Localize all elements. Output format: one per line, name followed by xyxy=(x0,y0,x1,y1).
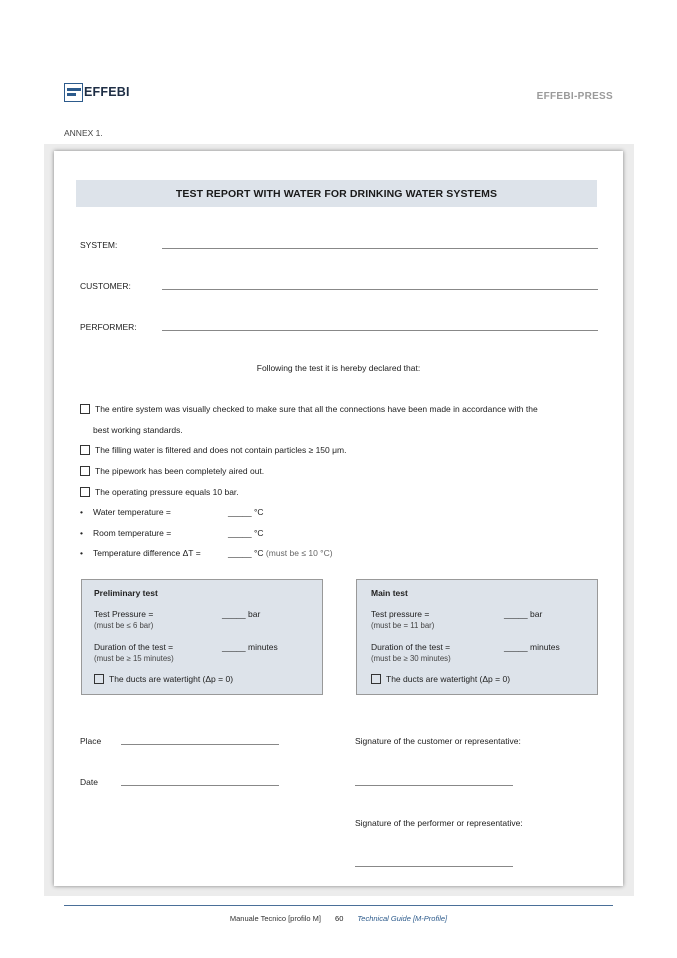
form-title-bar xyxy=(76,180,597,207)
main-pressure-note: (must be = 11 bar) xyxy=(371,621,435,630)
check-visual[interactable] xyxy=(80,404,538,414)
prelim-pressure-label: Test Pressure = xyxy=(94,609,154,619)
temp-diff-label: Temperature difference ΔT = xyxy=(93,548,201,558)
main-test-title: Main test xyxy=(371,588,408,598)
customer-field-line[interactable] xyxy=(162,289,598,290)
main-pressure-label: Test pressure = xyxy=(371,609,430,619)
main-test-box xyxy=(356,579,598,695)
prelim-watertight-label: The ducts are watertight (Δp = 0) xyxy=(109,674,234,684)
logo-mark-icon xyxy=(64,83,83,102)
checkbox-prelim-watertight[interactable] xyxy=(94,674,104,684)
form-sheet xyxy=(54,151,623,886)
page-footer xyxy=(0,914,677,923)
water-temp-label: Water temperature = xyxy=(93,507,171,517)
bullet-icon: • xyxy=(80,548,83,558)
place-label: Place xyxy=(80,736,102,746)
main-watertight-check[interactable] xyxy=(371,674,510,684)
prelim-duration-label: Duration of the test = xyxy=(94,642,174,652)
check-visual-label-cont: best working standards. xyxy=(93,425,183,435)
water-temp-blank[interactable]: _____ °C xyxy=(228,507,264,517)
footer-right-title: Technical Guide [M-Profile] xyxy=(357,914,448,923)
bullet-icon: • xyxy=(80,507,83,517)
effebi-logo xyxy=(64,82,130,102)
place-field-line[interactable] xyxy=(121,744,279,745)
temp-diff-note: (must be ≤ 10 °C) xyxy=(263,548,333,558)
main-pressure-blank[interactable]: _____ bar xyxy=(504,609,543,619)
prelim-pressure-blank[interactable]: _____ bar xyxy=(222,609,261,619)
customer-label: CUSTOMER: xyxy=(80,281,131,291)
performer-signature-line[interactable] xyxy=(355,866,513,867)
main-duration-note: (must be ≥ 30 minutes) xyxy=(371,654,451,663)
checkbox-aired[interactable] xyxy=(80,466,90,476)
preliminary-test-box xyxy=(81,579,323,695)
declaration-text: Following the test it is hereby declared that: xyxy=(256,363,421,373)
brand-name: EFFEBI-PRESS xyxy=(536,91,613,102)
prelim-watertight-check[interactable] xyxy=(94,674,233,684)
checkbox-pressure[interactable] xyxy=(80,487,90,497)
system-field-line[interactable] xyxy=(162,248,598,249)
preliminary-test-title: Preliminary test xyxy=(94,588,158,598)
customer-signature-line[interactable] xyxy=(355,785,513,786)
temp-diff-blank-value: _____ °C xyxy=(228,548,264,558)
form-title: TEST REPORT WITH WATER FOR DRINKING WATER SYSTEMS xyxy=(175,187,498,200)
check-filtered-label: The filling water is filtered and does not contain particles ≥ 150 μm. xyxy=(95,445,347,455)
checkbox-main-watertight[interactable] xyxy=(371,674,381,684)
logo-text: EFFEBI xyxy=(84,85,130,99)
main-watertight-label: The ducts are watertight (Δp = 0) xyxy=(386,674,511,684)
prelim-duration-note: (must be ≥ 15 minutes) xyxy=(94,654,174,663)
date-label: Date xyxy=(80,777,98,787)
prelim-duration-blank[interactable]: _____ minutes xyxy=(222,642,278,652)
check-pressure-label: The operating pressure equals 10 bar. xyxy=(95,487,239,497)
performer-signature-label: Signature of the performer or representative: xyxy=(355,818,523,828)
main-duration-blank[interactable]: _____ minutes xyxy=(504,642,560,652)
checkbox-filtered[interactable] xyxy=(80,445,90,455)
check-pressure[interactable] xyxy=(80,487,239,497)
main-duration-label: Duration of the test = xyxy=(371,642,451,652)
checkbox-visual[interactable] xyxy=(80,404,90,414)
check-visual-label: The entire system was visually checked to make sure that all the connections have been made in accordance with the xyxy=(95,404,538,414)
performer-field-line[interactable] xyxy=(162,330,598,331)
room-temp-label: Room temperature = xyxy=(93,528,172,538)
system-label: SYSTEM: xyxy=(80,240,118,250)
date-field-line[interactable] xyxy=(121,785,279,786)
prelim-pressure-note: (must be ≤ 6 bar) xyxy=(94,621,154,630)
footer-left-title: Manuale Tecnico [profilo M] xyxy=(229,914,322,923)
annex-label: ANNEX 1. xyxy=(64,128,103,138)
temp-diff-blank[interactable] xyxy=(228,548,333,558)
customer-signature-label: Signature of the customer or representative: xyxy=(355,736,521,746)
check-aired-label: The pipework has been completely aired out. xyxy=(95,466,265,476)
check-filtered[interactable] xyxy=(80,445,346,455)
check-aired[interactable] xyxy=(80,466,264,476)
footer-rule xyxy=(64,905,613,906)
page-number: 60 xyxy=(335,914,344,923)
bullet-icon: • xyxy=(80,528,83,538)
performer-label: PERFORMER: xyxy=(80,322,137,332)
room-temp-blank[interactable]: _____ °C xyxy=(228,528,264,538)
